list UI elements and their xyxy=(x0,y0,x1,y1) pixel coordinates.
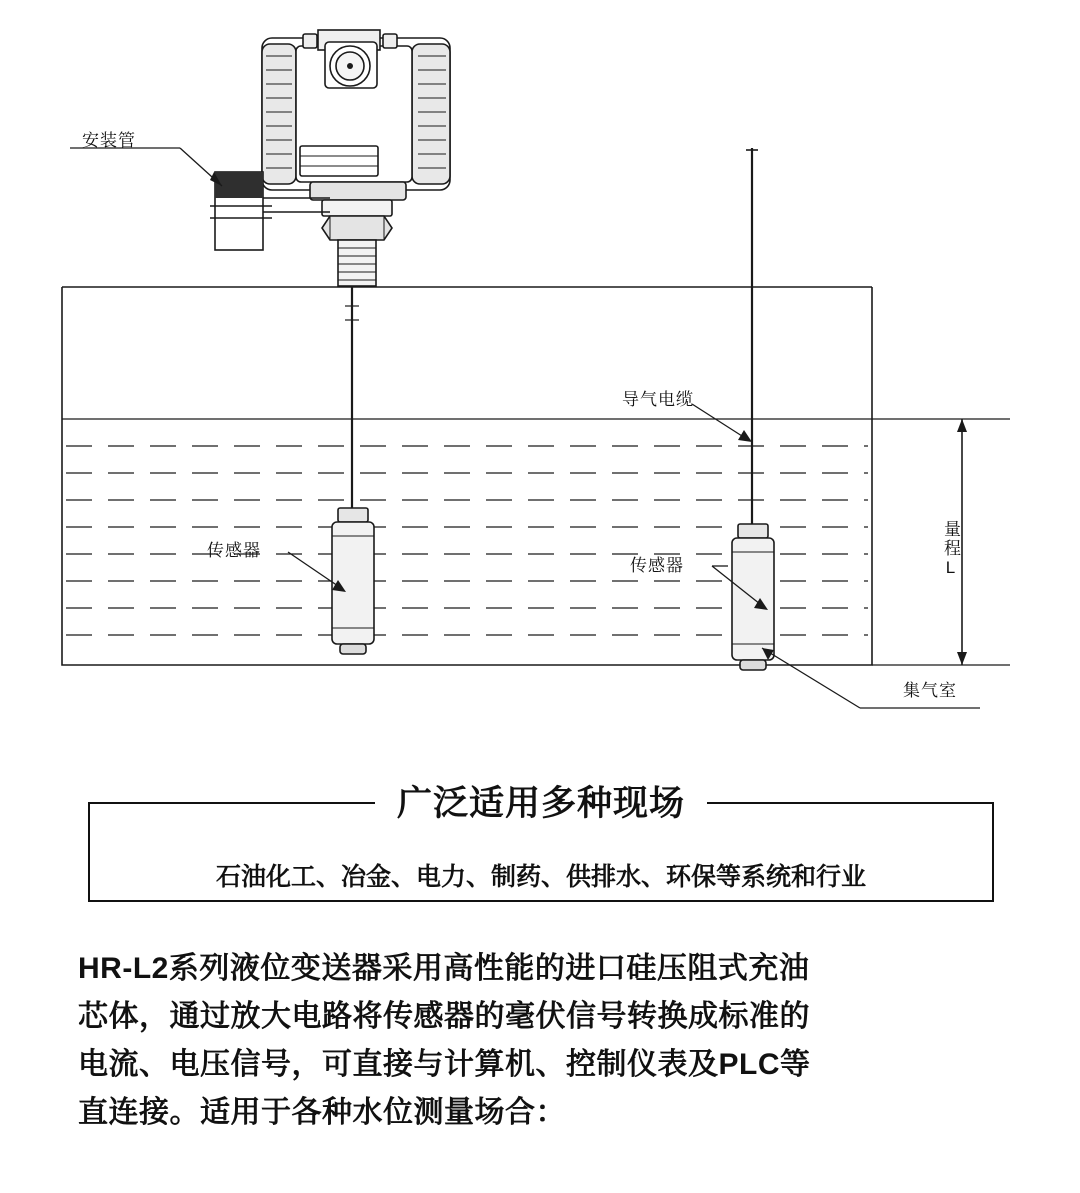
body-paragraph xyxy=(78,945,1008,1137)
transmitter-head xyxy=(262,30,450,286)
banner-subtitle-text: 石油化工、冶金、电力、制药、供排水、环保等系统和行业 xyxy=(198,863,884,891)
section-banner xyxy=(88,782,996,904)
body-line-3: 电流、电压信号，可直接与计算机、控制仪表及PLC等 xyxy=(78,1048,811,1081)
label-mounting-tube: 安装管 xyxy=(82,131,136,150)
banner-title-text: 广泛适用多种现场 xyxy=(375,784,707,823)
label-sensor-left: 传感器 xyxy=(207,541,261,560)
label-gas-chamber: 集气室 xyxy=(903,681,957,700)
banner-subtitle xyxy=(88,860,994,894)
body-line-1: HR-L2系列液位变送器采用高性能的进口硅压阻式充油 xyxy=(78,952,810,985)
sensor-probe-right xyxy=(732,524,774,670)
label-range: 量程L xyxy=(941,520,960,579)
body-line-2: 芯体，通过放大电路将传感器的毫伏信号转换成标准的 xyxy=(78,1000,810,1033)
banner-title xyxy=(88,782,994,826)
body-line-4: 直连接。适用于各种水位测量场合： xyxy=(78,1096,566,1129)
label-gas-cable: 导气电缆 xyxy=(622,390,694,409)
label-sensor-right: 传感器 xyxy=(630,556,684,575)
